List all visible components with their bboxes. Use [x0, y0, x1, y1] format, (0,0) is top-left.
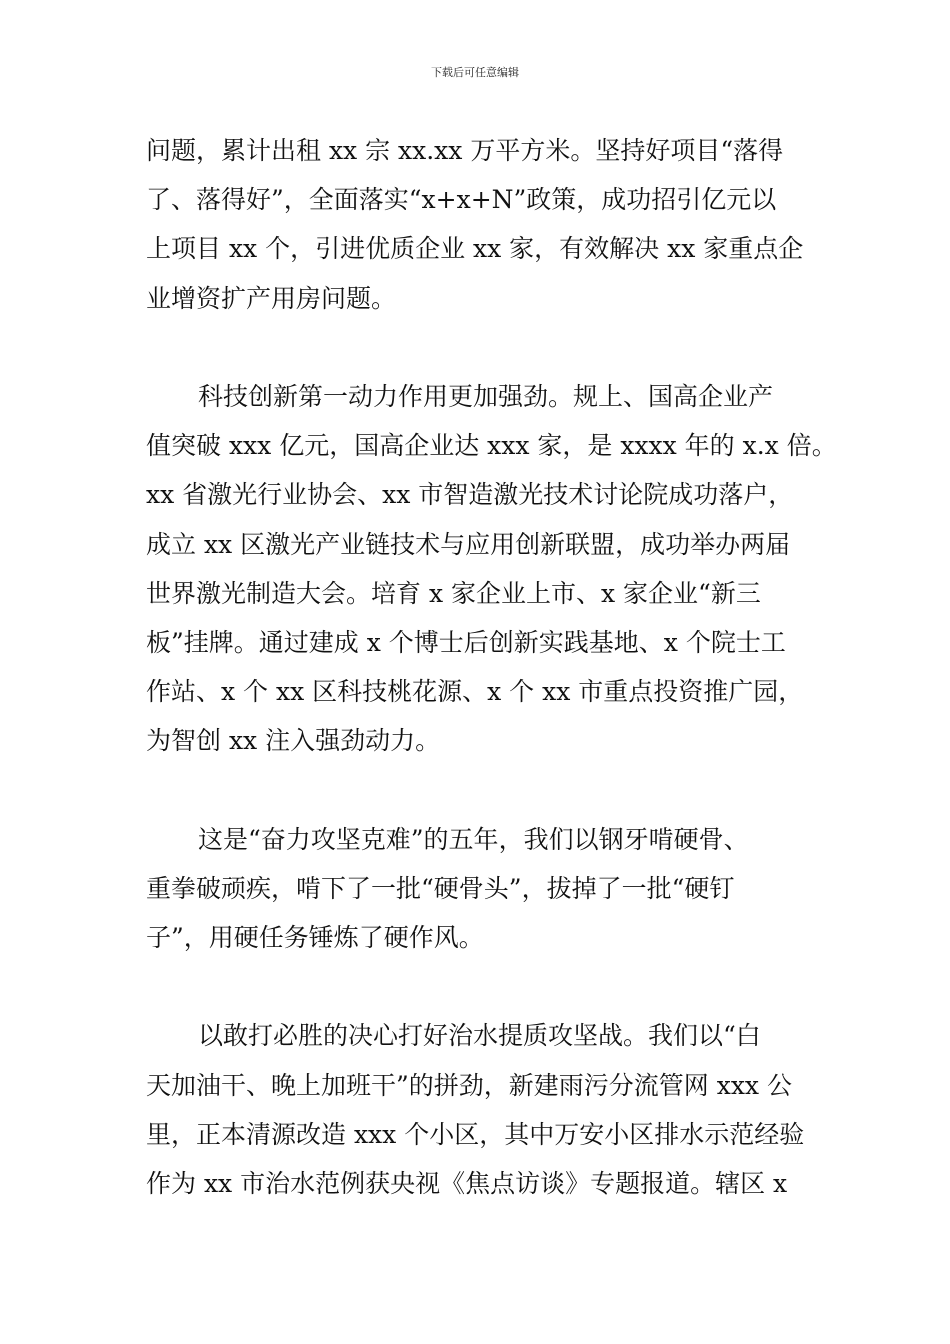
- text-line: 了、落得好”，全面落实“x+x+N”政策，成功招引亿元以: [146, 185, 777, 215]
- text-line: 重拳破顽疾，啃下了一批“硬骨头”，拔掉了一批“硬钉: [146, 873, 735, 903]
- text-line: 这是“奋力攻坚克难”的五年，我们以钢牙啃硬骨、: [198, 824, 749, 854]
- paragraph: [146, 372, 837, 766]
- text-line: 问题，累计出租 xx 宗 xx.xx 万平方米。坚持好项目“落得: [146, 136, 784, 165]
- paragraph: [146, 815, 812, 963]
- text-line: 以敢打必胜的决心打好治水提质攻坚战。我们以“白: [198, 1021, 761, 1051]
- text-line: 上项目 xx 个，引进优质企业 xx 家，有效解决 xx 家重点企: [146, 234, 804, 264]
- paragraph: [146, 126, 812, 323]
- paragraph: [146, 1011, 812, 1208]
- text-line: 天加油干、晚上加班干”的拼劲，新建雨污分流管网 xxx 公: [146, 1070, 792, 1100]
- paragraph-gap: [146, 962, 812, 1011]
- text-line: 为智创 xx 注入强劲动力。: [146, 726, 441, 756]
- paragraph-gap: [146, 765, 812, 814]
- page-header-note: 下载后可任意编辑: [431, 66, 519, 79]
- text-line: 成立 xx 区激光产业链技术与应用创新联盟，成功举办两届: [146, 529, 791, 559]
- text-line: 里，正本清源改造 xxx 个小区，其中万安小区排水示范经验: [146, 1119, 805, 1149]
- text-line: 科技创新第一动力作用更加强劲。规上、国高企业产: [198, 381, 774, 411]
- text-line: 业增资扩产用房问题。: [146, 283, 397, 313]
- paragraph-gap: [146, 323, 812, 372]
- text-line: xx 省激光行业协会、xx 市智造激光技术讨论院成功落户，: [146, 480, 794, 510]
- text-line: 值突破 xxx 亿元，国高企业达 xxx 家，是 xxxx 年的 x.x 倍。: [146, 431, 837, 461]
- text-line: 世界激光制造大会。培育 x 家企业上市、x 家企业“新三: [146, 578, 761, 608]
- text-line: 作站、x 个 xx 区科技桃花源、x 个 xx 市重点投资推广园，: [146, 677, 804, 707]
- document-body: [146, 126, 837, 1208]
- text-line: 子”，用硬任务锤炼了硬作风。: [146, 923, 484, 952]
- text-line: 作为 xx 市治水范例获央视《焦点访谈》专题报道。辖区 x: [146, 1168, 788, 1198]
- text-line: 板”挂牌。通过建成 x 个博士后创新实践基地、x 个院士工: [146, 627, 786, 657]
